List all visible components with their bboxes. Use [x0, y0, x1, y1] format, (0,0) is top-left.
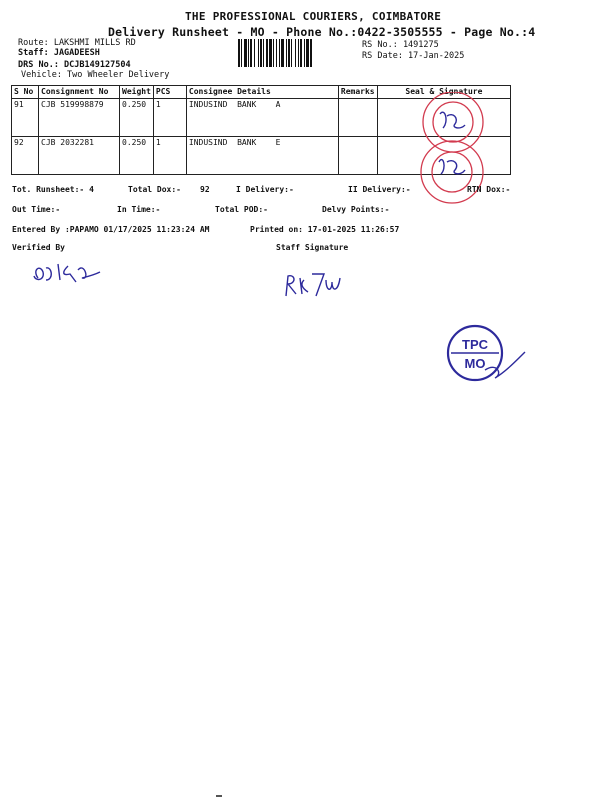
scan-mark: [216, 795, 222, 797]
tot-runsheet: Tot. Runsheet:- 4: [12, 185, 94, 194]
cell-consignment: CJB 2032281: [39, 137, 120, 175]
col-header-remarks: Remarks: [338, 86, 377, 99]
out-time-label: Out Time:-: [12, 205, 61, 214]
cell-consignment: CJB 519998879: [39, 99, 120, 137]
staff-signature-label: Staff Signature: [276, 243, 349, 252]
i-delivery-label: I Delivery:-: [236, 185, 294, 194]
col-header-weight: Weight: [120, 86, 154, 99]
col-header-sno: S No: [12, 86, 39, 99]
tpc-stamp-bottom-text: MO: [464, 356, 486, 371]
cell-weight: 0.250: [120, 99, 154, 137]
rs-date-label: RS Date: 17-Jan-2025: [362, 51, 465, 61]
staff-label: Staff: JAGADEESH: [18, 48, 100, 58]
cell-sno: 91: [12, 99, 39, 137]
cell-remarks: [338, 137, 377, 175]
company-title: THE PROFESSIONAL COURIERS, COIMBATORE: [185, 10, 442, 23]
cell-consignee: INDUSIND BANK A: [186, 99, 338, 137]
col-header-seal: Seal & Signature: [377, 86, 510, 99]
vehicle-label: Vehicle: Two Wheeler Delivery: [21, 70, 170, 80]
cell-remarks: [338, 99, 377, 137]
cell-consignee: INDUSIND BANK E: [186, 137, 338, 175]
rtn-dox-label: RTN Dox:-: [467, 185, 511, 194]
col-header-consignment: Consignment No: [39, 86, 120, 99]
verifier-signature: [28, 258, 103, 286]
verified-by-label: Verified By: [12, 243, 65, 252]
rs-no-label: RS No.: 1491275: [362, 40, 439, 50]
drs-label: DRS No.: DCJB149127504: [18, 60, 131, 70]
total-dox-value: 92: [200, 185, 210, 194]
total-pod-label: Total POD:-: [215, 205, 268, 214]
total-dox-label: Total Dox:-: [128, 185, 181, 194]
delvy-points-label: Delvy Points:-: [322, 205, 390, 214]
tpc-stamp-graphic: [445, 322, 530, 384]
staff-signature: [282, 270, 347, 300]
runsheet-title: Delivery Runsheet - MO - Phone No.:0422-3505555 - Page No.:4: [108, 25, 536, 39]
col-header-consignee: Consignee Details: [186, 86, 338, 99]
barcode-graphic: [238, 39, 356, 67]
entered-by: Entered By :PAPAMO 01/17/2025 11:23:24 AM: [12, 225, 210, 234]
col-header-pcs: PCS: [153, 86, 186, 99]
cell-pcs: 1: [153, 137, 186, 175]
cell-weight: 0.250: [120, 137, 154, 175]
cell-sno: 92: [12, 137, 39, 175]
printed-on: Printed on: 17-01-2025 11:26:57: [250, 225, 400, 234]
in-time-label: In Time:-: [117, 205, 161, 214]
route-label: Route: LAKSHMI MILLS RD: [18, 38, 136, 48]
ii-delivery-label: II Delivery:-: [348, 185, 411, 194]
cell-pcs: 1: [153, 99, 186, 137]
tpc-stamp-top-text: TPC: [462, 337, 488, 352]
